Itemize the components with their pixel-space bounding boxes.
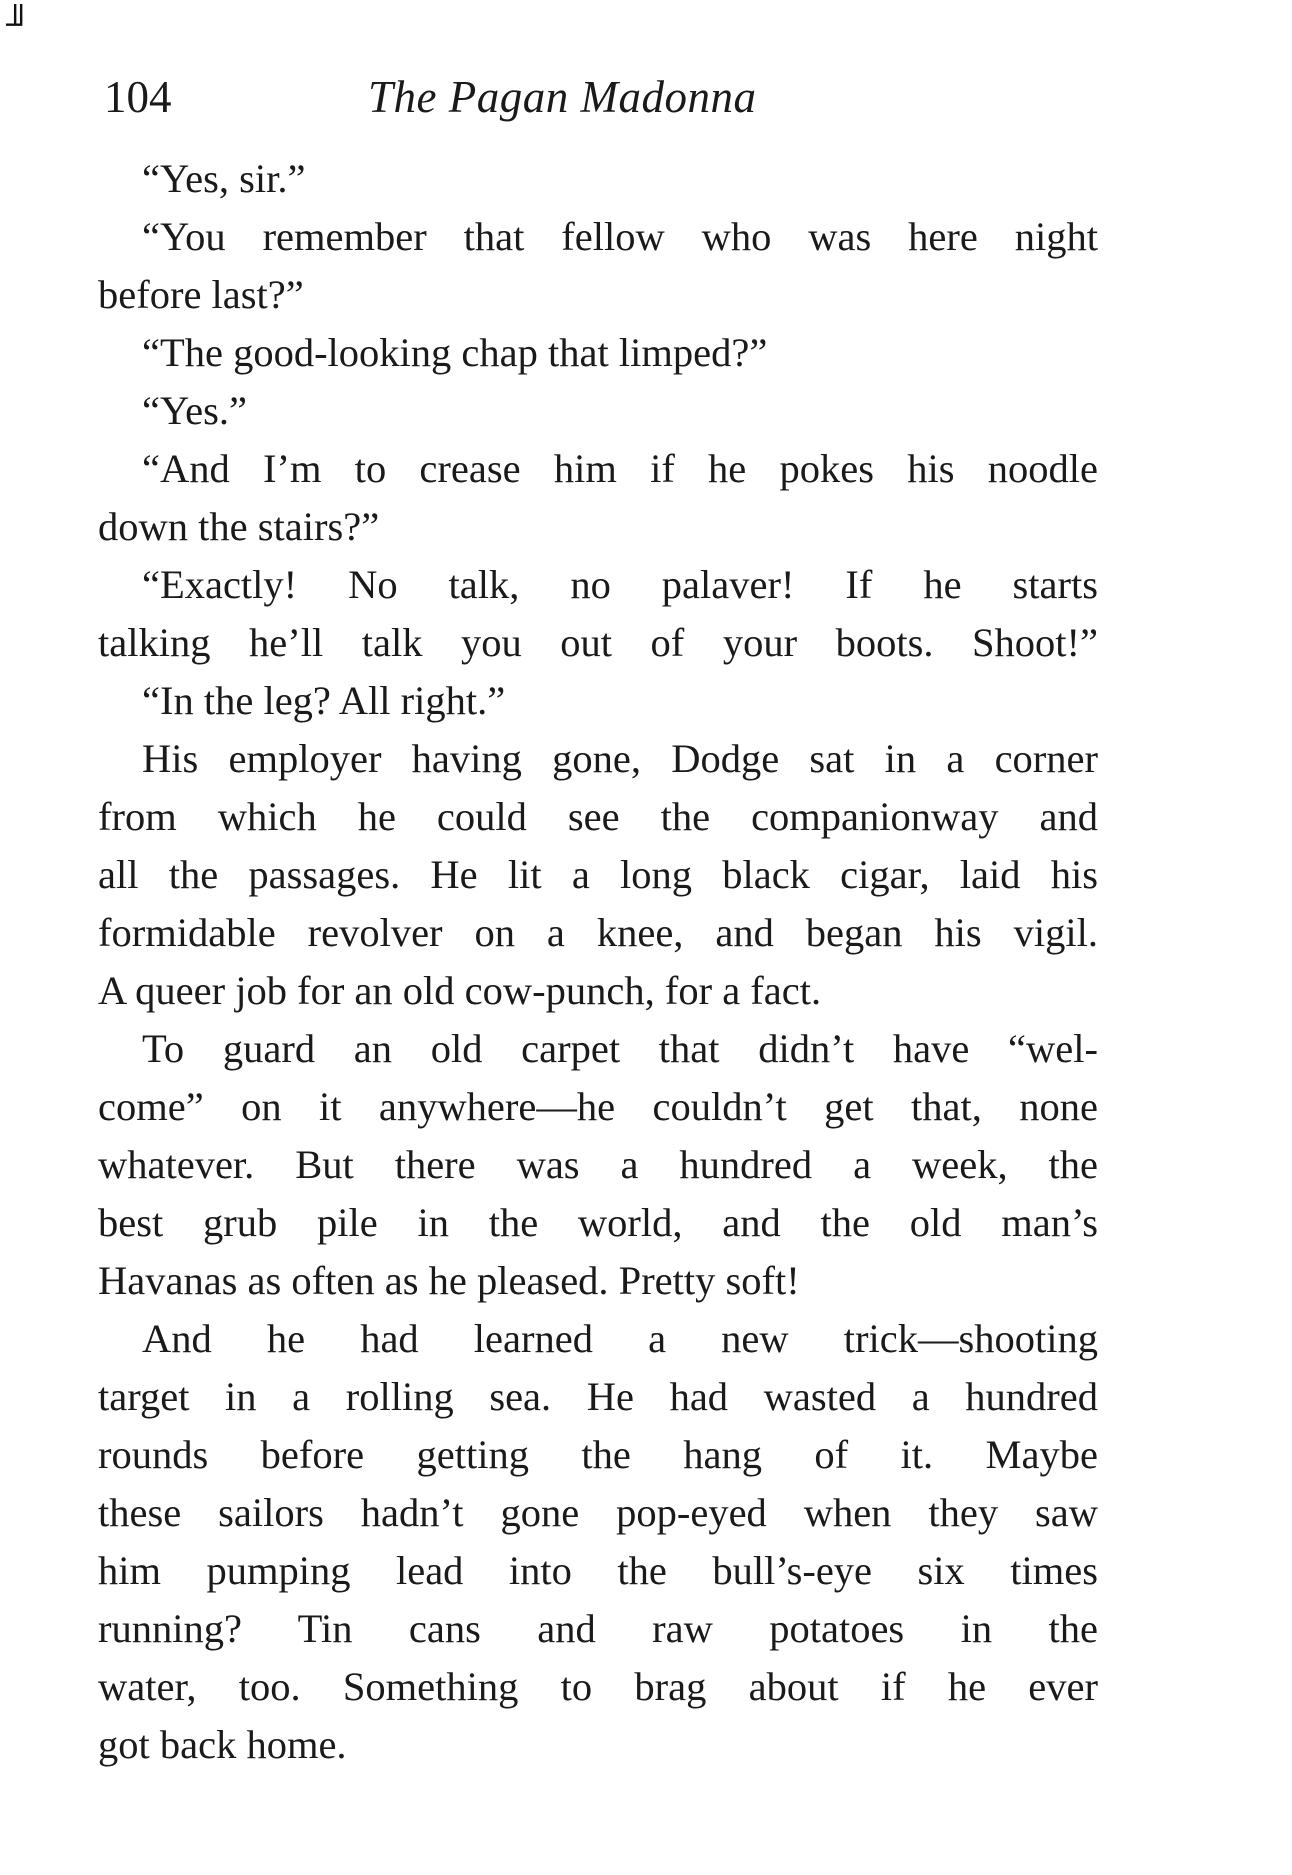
text-line: “And I’m to crease him if he pokes his noodle [142, 446, 1098, 491]
body-text [98, 150, 1098, 1774]
running-head [104, 72, 1104, 122]
text-line: water, too. Something to brag about if he ever [98, 1664, 1098, 1709]
text-line: running? Tin cans and raw potatoes in the [98, 1606, 1098, 1651]
paragraph [98, 672, 1098, 730]
text-line: A queer job for an old cow-punch, for a fact. [98, 968, 822, 1013]
text-line: all the passages. He lit a long black cigar, laid his [98, 852, 1098, 897]
text-line: To guard an old carpet that didn’t have “wel- [142, 1026, 1098, 1071]
text-line: whatever. But there was a hundred a week, the [98, 1142, 1098, 1187]
page-number: 104 [104, 72, 172, 122]
text-line: “In the leg? All right.” [142, 678, 506, 723]
text-line: talking he’ll talk you out of your boots. Shoot!” [98, 620, 1098, 665]
text-line: him pumping lead into the bull’s-eye six times [98, 1548, 1098, 1593]
text-line: And he had learned a new trick—shooting [142, 1316, 1098, 1361]
text-line: “You remember that fellow who was here night [142, 214, 1098, 259]
text-line: “Yes.” [142, 388, 248, 433]
text-line: from which he could see the companionway and [98, 794, 1098, 839]
text-line: best grub pile in the world, and the old man’s [98, 1200, 1098, 1245]
running-title: The Pagan Madonna [368, 72, 757, 122]
text-line: these sailors hadn’t gone pop-eyed when they saw [98, 1490, 1098, 1535]
text-line: “Yes, sir.” [142, 156, 306, 201]
paragraph [98, 440, 1098, 556]
text-line: rounds before getting the hang of it. Maybe [98, 1432, 1098, 1477]
text-line: down the stairs?” [98, 504, 380, 549]
text-line: His employer having gone, Dodge sat in a corner [142, 736, 1098, 781]
text-line: come” on it anywhere—he couldn’t get that, none [98, 1084, 1098, 1129]
paragraph [98, 556, 1098, 672]
paragraph [98, 730, 1098, 1020]
paragraph [98, 1310, 1098, 1774]
paragraph [98, 1020, 1098, 1310]
text-line: Havanas as often as he pleased. Pretty soft! [98, 1258, 800, 1303]
text-line: target in a rolling sea. He had wasted a hundred [98, 1374, 1098, 1419]
text-line: before last?” [98, 272, 304, 317]
paragraph [98, 208, 1098, 324]
text-line: formidable revolver on a knee, and began his vigil. [98, 910, 1098, 955]
text-line: got back home. [98, 1722, 347, 1767]
text-line: “Exactly! No talk, no palaver! If he starts [142, 562, 1098, 607]
text-line: “The good-looking chap that limped?” [142, 330, 768, 375]
paragraph [98, 324, 1098, 382]
corner-mark: ╜ [6, 6, 31, 43]
paragraph [98, 382, 1098, 440]
paragraph [98, 150, 1098, 208]
